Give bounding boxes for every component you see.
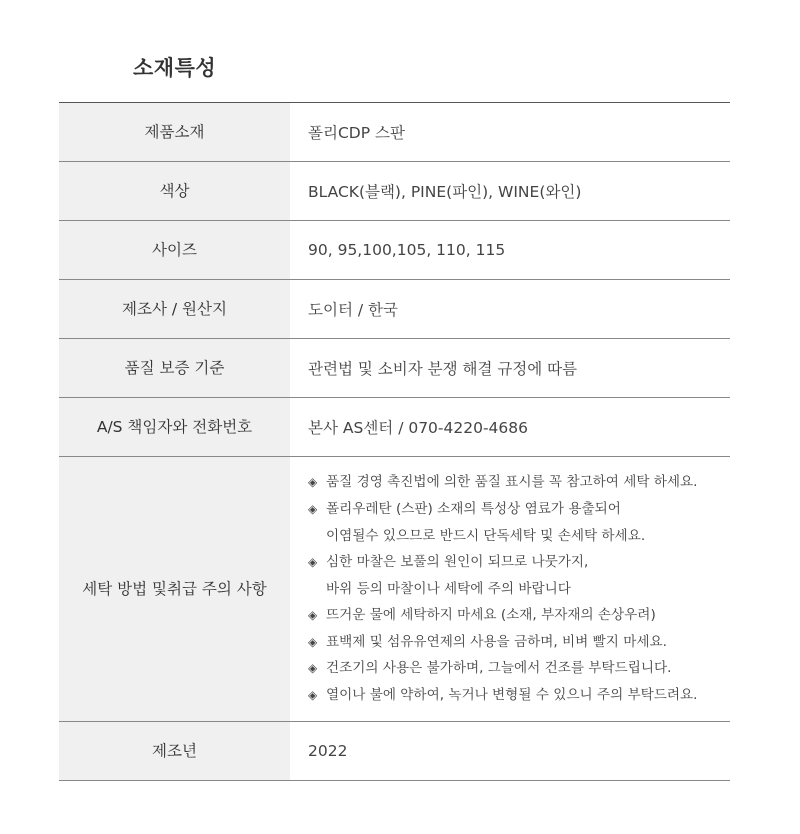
care-text: 바위 등의 마찰이나 세탁에 주의 바랍니다 bbox=[326, 580, 571, 597]
care-text: 열이나 불에 약하여, 녹거나 변형될 수 있으니 주의 부탁드려요. bbox=[326, 687, 698, 704]
table-row-manufacturer bbox=[59, 280, 730, 339]
care-text: 건조기의 사용은 불가하며, 그늘에서 건조를 부탁드립니다. bbox=[326, 660, 672, 677]
table-row-size bbox=[59, 221, 730, 280]
care-label-line: 세탁 방법 및 bbox=[82, 580, 168, 598]
care-text: 품질 경영 촉진법에 의한 품질 표시를 꼭 참고하여 세탁 하세요. bbox=[326, 474, 698, 491]
row-value: 2022 bbox=[308, 742, 348, 760]
care-text: 표백제 및 섬유유연제의 사용을 금하며, 비벼 빨지 마세요. bbox=[326, 633, 667, 650]
diamond-bullet-icon: ◈ bbox=[308, 555, 318, 570]
row-value bbox=[290, 457, 730, 721]
list-item bbox=[308, 682, 698, 709]
list-item bbox=[308, 496, 698, 549]
spec-table bbox=[59, 102, 730, 781]
table-row-quality-standard bbox=[59, 339, 730, 398]
row-label: 사이즈 bbox=[59, 221, 290, 279]
row-value: 관련법 및 소비자 분쟁 해결 규정에 따름 bbox=[308, 360, 578, 378]
care-text: 뜨거운 물에 세탁하지 마세요 (소재, 부자재의 손상우려) bbox=[326, 607, 656, 624]
table-row-color bbox=[59, 162, 730, 221]
diamond-bullet-icon: ◈ bbox=[308, 501, 318, 516]
row-value: 도이터 / 한국 bbox=[308, 301, 398, 319]
row-label: A/S 책임자와 전화번호 bbox=[59, 398, 290, 456]
row-value: 폴리CDP 스판 bbox=[308, 124, 405, 142]
diamond-bullet-icon: ◈ bbox=[308, 475, 318, 490]
row-value: BLACK(블랙), PINE(파인), WINE(와인) bbox=[308, 183, 582, 201]
diamond-bullet-icon: ◈ bbox=[308, 634, 318, 649]
row-label: 제품소재 bbox=[59, 103, 290, 161]
row-label: 제조년 bbox=[59, 722, 290, 780]
list-item bbox=[308, 602, 698, 629]
diamond-bullet-icon: ◈ bbox=[308, 608, 318, 623]
list-item bbox=[308, 629, 698, 656]
care-list bbox=[308, 469, 698, 708]
table-row-as-contact bbox=[59, 398, 730, 457]
table-row-material bbox=[59, 103, 730, 162]
row-label: 품질 보증 기준 bbox=[59, 339, 290, 397]
row-label: 제조사 / 원산지 bbox=[59, 280, 290, 338]
table-row-care-instructions bbox=[59, 457, 730, 722]
care-label-line: 취급 주의 사항 bbox=[167, 580, 267, 598]
section-title: 소재특성 bbox=[133, 56, 217, 80]
list-item bbox=[308, 655, 698, 682]
care-text: 심한 마찰은 보풀의 원인이 되므로 나뭇가지, bbox=[326, 554, 589, 571]
diamond-bullet-icon: ◈ bbox=[308, 688, 318, 703]
list-item bbox=[308, 549, 698, 602]
care-text: 폴리우레탄 (스판) 소재의 특성상 염료가 용출되어 bbox=[326, 500, 621, 517]
list-item bbox=[308, 469, 698, 496]
row-label bbox=[59, 457, 290, 721]
table-row-manufacture-year bbox=[59, 722, 730, 781]
row-value: 본사 AS센터 / 070-4220-4686 bbox=[308, 419, 529, 437]
row-label: 색상 bbox=[59, 162, 290, 220]
care-text: 이염될수 있으므로 반드시 단독세탁 및 손세탁 하세요. bbox=[326, 527, 646, 544]
diamond-bullet-icon: ◈ bbox=[308, 661, 318, 676]
row-value: 90, 95,100,105, 110, 115 bbox=[308, 241, 506, 259]
